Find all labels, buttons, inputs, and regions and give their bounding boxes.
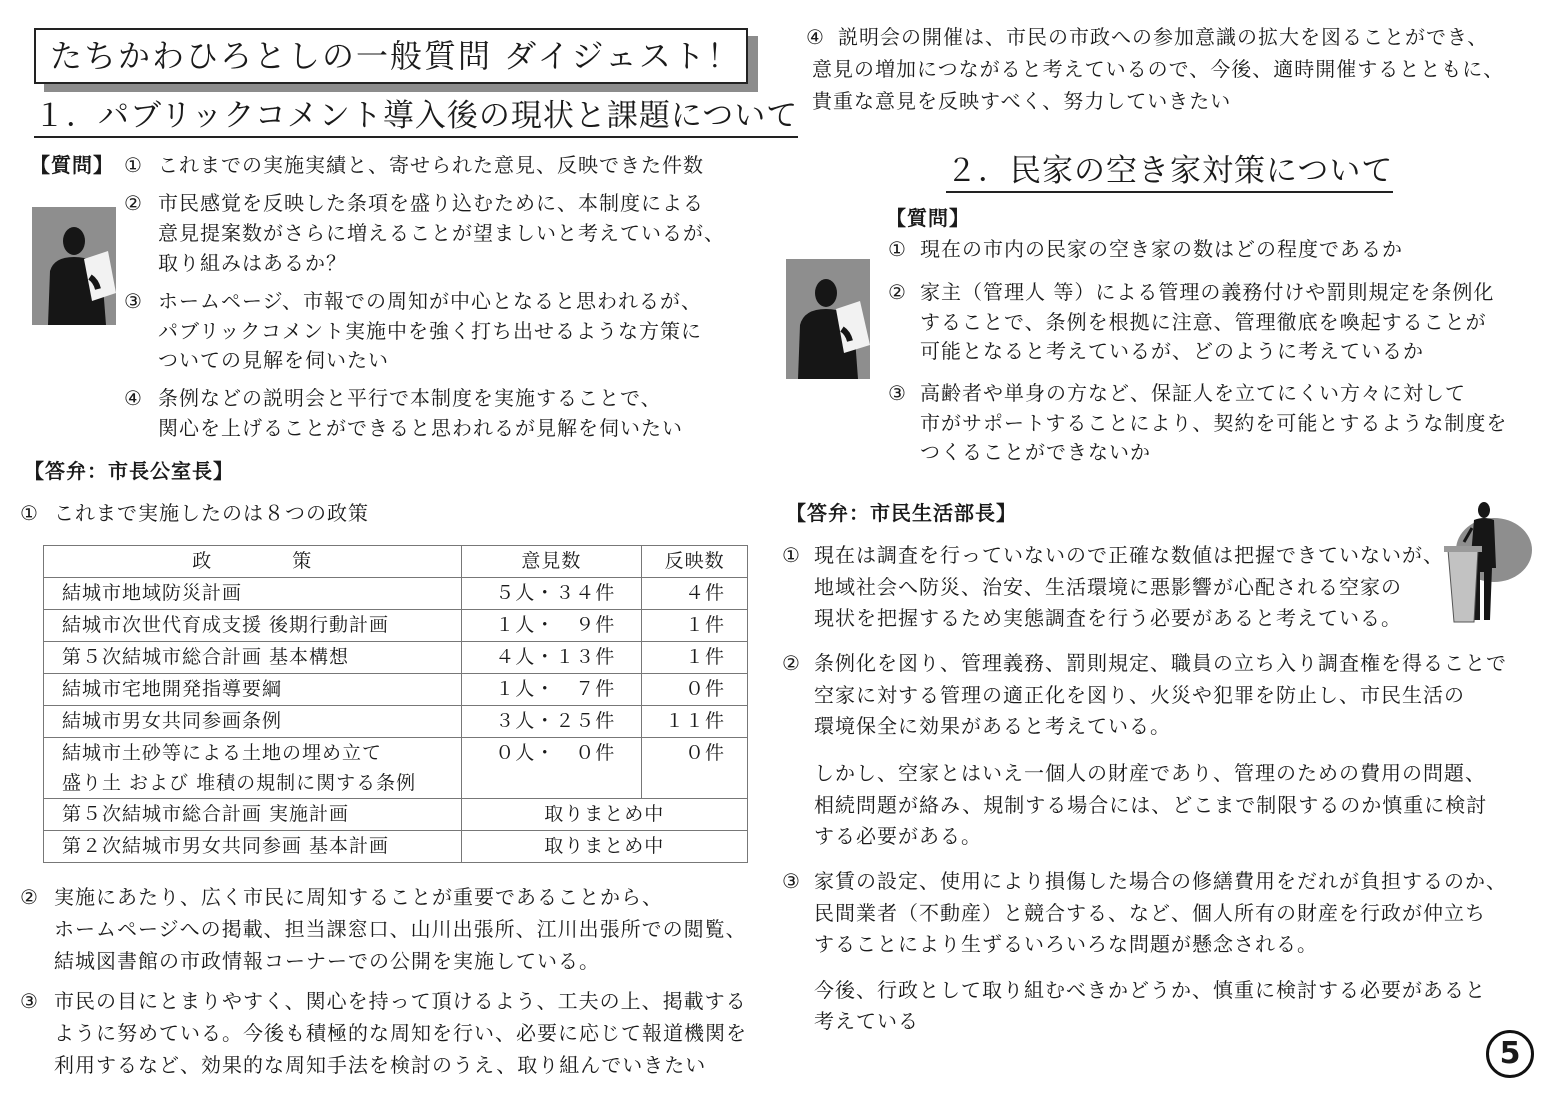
reflected-count: ４件 (642, 578, 748, 610)
opinion-count: ３人・２５件 (461, 706, 642, 738)
s2-a1-line1: 現在は調査を行っていないので正確な数値は把握できていないが、 (814, 543, 1444, 567)
s2-a1-line3: 現状を把握するため実態調査を行う必要があると考えている。 (814, 606, 1402, 630)
header-reflected: 反映数 (642, 546, 748, 578)
s2-q1-num: ① (888, 237, 907, 261)
reflected-count: １件 (642, 642, 748, 674)
title-box (34, 28, 748, 84)
opinion-count: ０人・ ０件 (461, 738, 642, 799)
s2-a2b-line3: する必要がある。 (814, 824, 982, 848)
s1-q4-line2: 関心を上げることができると思われるが見解を伺いたい (158, 416, 683, 440)
s1-a3-line1: 市民の目にとまりやすく、関心を持って頂けるよう、工夫の上、掲載する (54, 989, 747, 1013)
s1-a4-line2: 意見の増加につながると考えているので、今後、適時開催するとともに、 (812, 57, 1505, 81)
table-header-row (44, 546, 748, 578)
policy-name: 結城市地域防災計画 (44, 578, 462, 610)
policy-name-line2: 盛り土 および 堆積の規制に関する条例 (62, 772, 417, 794)
section1-heading: １．パブリックコメント導入後の現状と課題について (34, 97, 798, 138)
questioner-silhouette-icon (32, 207, 116, 325)
s1-a4-line3: 貴重な意見を反映すべく、努力していきたい (812, 89, 1232, 113)
s1-a1-num: ① (20, 501, 39, 525)
reflected-count: １件 (642, 610, 748, 642)
speaker-podium-icon (1434, 498, 1534, 626)
table-row (44, 642, 748, 674)
reflected-count: ０件 (642, 674, 748, 706)
s2-a3-num: ③ (782, 869, 801, 893)
s1-a2-line2: ホームページへの掲載、担当課窓口、山川出張所、江川出張所での閲覧、 (54, 917, 747, 941)
s1-q1-num: ① (124, 153, 143, 177)
opinion-count: １人・ ９件 (461, 610, 642, 642)
s1-a2-line3: 結城図書館の市政情報コーナーでの公開を実施している。 (54, 949, 600, 973)
s1-q1-line1: これまでの実施実績と、寄せられた意見、反映できた件数 (158, 153, 704, 177)
table-row (44, 578, 748, 610)
s2-a2-line1: 条例化を図り、管理義務、罰則規定、職員の立ち入り調査権を得ることで (814, 651, 1507, 675)
s1-a3-num: ③ (20, 989, 39, 1013)
s2-a1-line2: 地域社会へ防災、治安、生活環境に悪影響が心配される空家の (814, 575, 1402, 599)
table-row (44, 610, 748, 642)
s2-q2-line1: 家主（管理人 等）による管理の義務付けや罰則規定を条例化 (920, 280, 1495, 304)
reflected-count: １１件 (642, 706, 748, 738)
s2-a3-line2: 民間業者（不動産）と競合する、など、個人所有の財産を行政が仲立ち (814, 901, 1486, 925)
status-in-progress: 取りまとめ中 (461, 831, 747, 863)
policy-name: 第５次結城市総合計画 基本構想 (44, 642, 462, 674)
s2-a2b-line2: 相続問題が絡み、規制する場合には、どこまで制限するのか慎重に検討 (814, 793, 1488, 817)
table-row (44, 738, 748, 799)
s1-a3-line3: 利用するなど、効果的な周知手法を検討のうえ、取り組んでいきたい (54, 1053, 707, 1077)
s1-q3-line2: パブリックコメント実施中を強く打ち出せるような方策に (158, 319, 702, 343)
section1-answer-label: 【答弁：市長公室長】 (24, 459, 234, 483)
policy-table (43, 545, 748, 863)
s2-a3b-line2: 考えている (814, 1009, 919, 1033)
section2-answer-label: 【答弁：市民生活部長】 (786, 501, 1017, 525)
s2-a2-num: ② (782, 651, 801, 675)
header-opinions: 意見数 (461, 546, 642, 578)
s2-a3b-line1: 今後、行政として取り組むべきかどうか、慎重に検討する必要があると (814, 978, 1486, 1002)
s1-a4-line1: 説明会の開催は、市民の市政への参加意識の拡大を図ることができ、 (838, 25, 1489, 49)
s1-q2-line1: 市民感覚を反映した条項を盛り込むために、本制度による (158, 191, 704, 215)
opinion-count: ４人・１３件 (461, 642, 642, 674)
status-in-progress: 取りまとめ中 (461, 799, 747, 831)
policy-name: 第５次結城市総合計画 実施計画 (44, 799, 462, 831)
s1-q3-line1: ホームページ、市報での周知が中心となると思われるが、 (158, 289, 702, 313)
policy-name-line1: 結城市土砂等による土地の埋め立て (62, 742, 383, 764)
s2-a2b-line1: しかし、空家とはいえ一個人の財産であり、管理のための費用の問題、 (814, 761, 1486, 785)
table-row (44, 799, 748, 831)
s2-a3-line1: 家賃の設定、使用により損傷した場合の修繕費用をだれが負担するのか、 (814, 869, 1507, 893)
s1-a4-num: ④ (806, 25, 825, 49)
s2-a2-line2: 空家に対する管理の適正化を図り、火災や犯罪を防止し、市民生活の (814, 683, 1465, 707)
s1-q2-line3: 取り組みはあるか？ (158, 251, 347, 275)
policy-name (44, 738, 462, 799)
table-row (44, 674, 748, 706)
s1-q2-line2: 意見提案数がさらに増えることが望ましいと考えているが、 (158, 221, 725, 245)
s2-a1-num: ① (782, 543, 801, 567)
s2-q3-line2: 市がサポートすることにより、契約を可能とするような制度を (920, 411, 1508, 435)
s2-q2-line2: することで、条例を根拠に注意、管理徹底を喚起することが (920, 310, 1487, 334)
opinion-count: １人・ ７件 (461, 674, 642, 706)
section2-heading: ２．民家の空き家対策について (946, 152, 1393, 193)
s1-q4-line1: 条例などの説明会と平行で本制度を実施することで、 (158, 386, 662, 410)
s1-q4-num: ④ (124, 386, 143, 410)
s1-a2-line1: 実施にあたり、広く市民に周知することが重要であることから、 (54, 885, 663, 909)
s2-q3-line1: 高齢者や単身の方など、保証人を立てにくい方々に対して (920, 381, 1466, 405)
page-number: 5 (1486, 1030, 1534, 1078)
table-row (44, 831, 748, 863)
opinion-count: ５人・３４件 (461, 578, 642, 610)
questioner-silhouette-icon (786, 259, 870, 379)
s2-q2-num: ② (888, 280, 907, 304)
s2-q1-line1: 現在の市内の民家の空き家の数はどの程度であるか (920, 237, 1403, 261)
section1-question-label: 【質問】 (30, 153, 114, 177)
s1-q2-num: ② (124, 191, 143, 215)
s2-q3-line3: つくることができないか (920, 440, 1151, 464)
table-row (44, 706, 748, 738)
page-title: たちかわひろとしの一般質問 ダイジェスト！ (50, 37, 741, 75)
policy-name: 結城市男女共同参画条例 (44, 706, 462, 738)
section2-question-label: 【質問】 (886, 206, 970, 230)
policy-name: 結城市次世代育成支援 後期行動計画 (44, 610, 462, 642)
s2-q3-num: ③ (888, 381, 907, 405)
header-policy: 政 策 (44, 546, 462, 578)
s2-a3-line3: することにより生ずるいろいろな問題が懸念される。 (814, 932, 1318, 956)
s1-a2-num: ② (20, 885, 39, 909)
policy-name: 結城市宅地開発指導要綱 (44, 674, 462, 706)
s1-q3-num: ③ (124, 289, 143, 313)
s1-a3-line2: ように努めている。今後も積極的な周知を行い、必要に応じて報道機関を (54, 1021, 747, 1045)
s2-a2-line3: 環境保全に効果があると考えている。 (814, 714, 1171, 738)
policy-name: 第２次結城市男女共同参画 基本計画 (44, 831, 462, 863)
s1-a1-text: これまで実施したのは８つの政策 (54, 501, 369, 525)
s2-q2-line3: 可能となると考えているが、どのように考えているか (920, 339, 1424, 363)
reflected-count: ０件 (642, 738, 748, 799)
s1-q3-line3: ついての見解を伺いたい (158, 348, 389, 372)
